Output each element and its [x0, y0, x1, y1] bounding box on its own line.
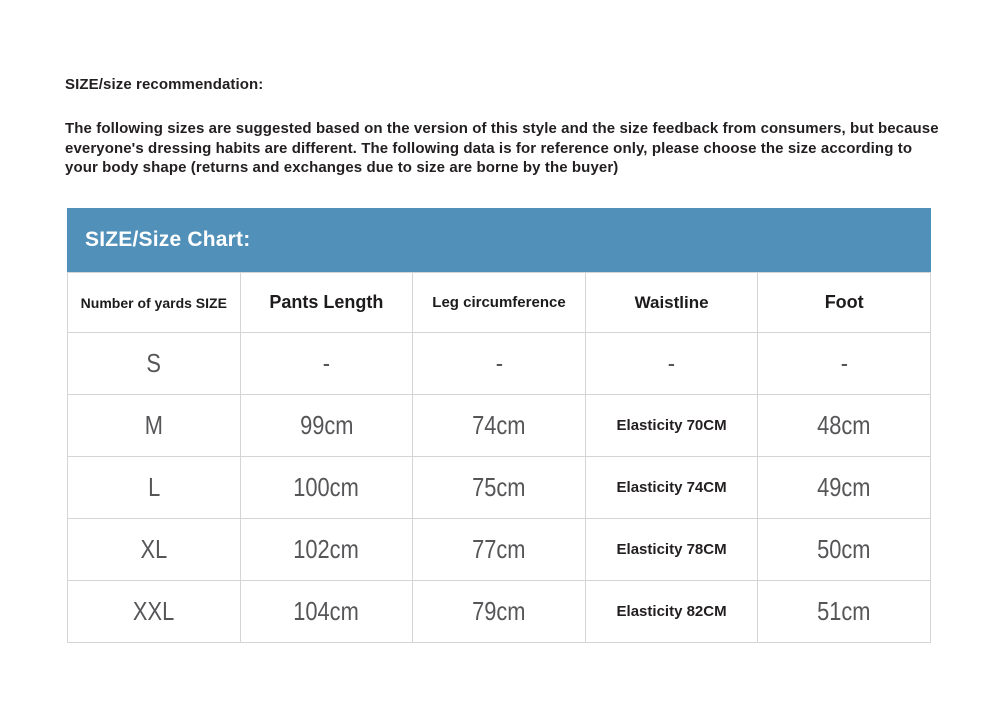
column-header-waistline: Waistline — [585, 273, 758, 333]
column-header-size: Number of yards SIZE — [68, 273, 241, 333]
row-s-foot: - — [758, 333, 931, 395]
row-m-waistline: Elasticity 70CM — [585, 395, 758, 457]
row-xxl-foot: 51cm — [758, 581, 931, 643]
row-m-foot: 48cm — [758, 395, 931, 457]
row-xxl-waistline: Elasticity 82CM — [585, 581, 758, 643]
row-s-leg-circumference: - — [413, 333, 586, 395]
header-row — [68, 273, 931, 333]
row-xl-leg-circumference: 77cm — [413, 519, 586, 581]
row-xl-pants-length: 102cm — [240, 519, 413, 581]
row-xxl-leg-circumference: 79cm — [413, 581, 586, 643]
row-l-pants-length: 100cm — [240, 457, 413, 519]
row-l-size: L — [68, 457, 241, 519]
table-row-m — [68, 395, 931, 457]
column-header-pants-length: Pants Length — [240, 273, 413, 333]
column-header-leg-circumference: Leg circumference — [413, 273, 586, 333]
size-chart-title: SIZE/Size Chart: — [85, 228, 251, 251]
table-row-xxl — [68, 581, 931, 643]
row-xxl-pants-length: 104cm — [240, 581, 413, 643]
size-chart-table — [67, 272, 931, 643]
row-xl-foot: 50cm — [758, 519, 931, 581]
row-s-size: S — [68, 333, 241, 395]
table-row-xl — [68, 519, 931, 581]
row-m-size: M — [68, 395, 241, 457]
row-s-waistline: - — [585, 333, 758, 395]
row-m-leg-circumference: 74cm — [413, 395, 586, 457]
size-chart-header — [68, 273, 931, 333]
row-m-pants-length: 99cm — [240, 395, 413, 457]
table-row-l — [68, 457, 931, 519]
row-l-foot: 49cm — [758, 457, 931, 519]
intro-paragraph: The following sizes are suggested based on the version of this style and the size feedback from consumers, but because everyone's dressing habits are different. The following data is for reference only, please choose the size according to your body shape (returns and exchanges due to size are borne by the buyer) — [65, 120, 939, 176]
page-title: SIZE/size recommendation: — [65, 76, 264, 93]
row-s-pants-length: - — [240, 333, 413, 395]
column-header-foot: Foot — [758, 273, 931, 333]
size-chart-body — [68, 333, 931, 643]
row-xl-waistline: Elasticity 78CM — [585, 519, 758, 581]
row-xl-size: XL — [68, 519, 241, 581]
row-xxl-size: XXL — [68, 581, 241, 643]
row-l-waistline: Elasticity 74CM — [585, 457, 758, 519]
table-row-s — [68, 333, 931, 395]
row-l-leg-circumference: 75cm — [413, 457, 586, 519]
size-chart-title-bar — [67, 208, 931, 272]
